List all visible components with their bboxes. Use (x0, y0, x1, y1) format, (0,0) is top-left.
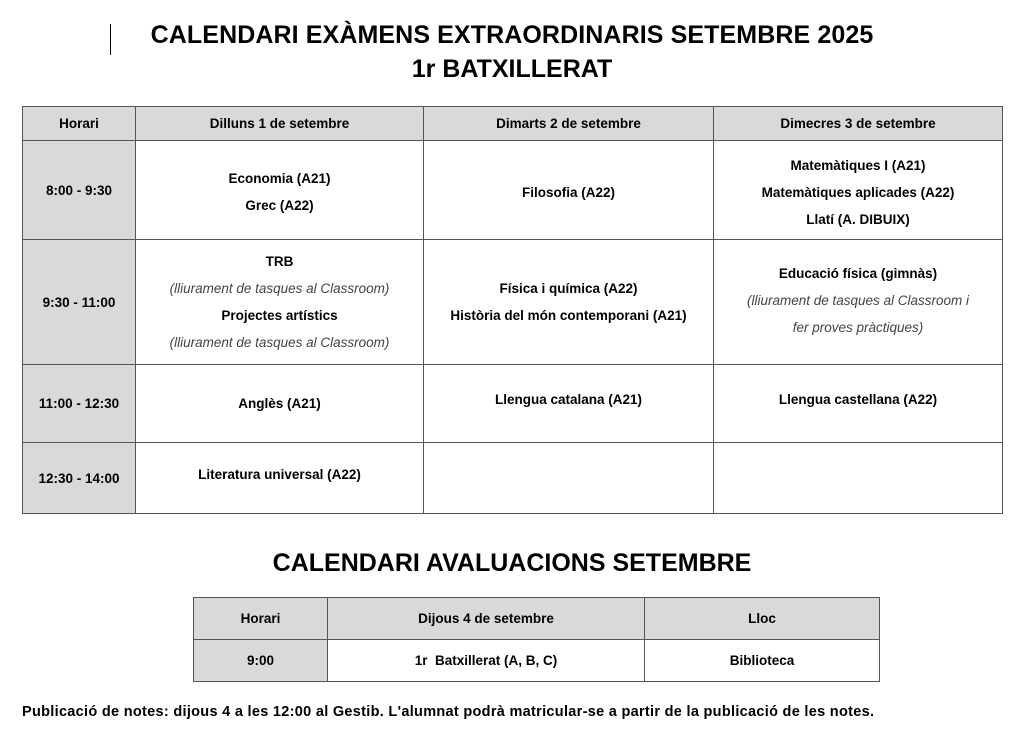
page-title: CALENDARI EXÀMENS EXTRAORDINARIS SETEMBRE 2025 (150, 21, 874, 49)
exam-cell-tuesday (424, 365, 714, 443)
evaluations-header-row (194, 598, 880, 640)
header-tuesday: Dimarts 2 de setembre (424, 107, 714, 141)
place-cell: Biblioteca (645, 640, 880, 682)
time-cell: 12:30 - 14:00 (23, 443, 136, 514)
header-thursday: Dijous 4 de setembre (328, 598, 645, 640)
header-horari: Horari (23, 107, 136, 141)
subject: Literatura universal (A22) (198, 467, 361, 482)
subject: TRB (265, 254, 294, 269)
subject: Física i química (A22) (499, 281, 638, 296)
subject-note: (lliurament de tasques al Classroom i (746, 292, 970, 308)
evaluations-table (193, 597, 880, 682)
exam-cell-tuesday (424, 141, 714, 240)
exam-cell-monday (136, 240, 424, 365)
time-cell: 9:30 - 11:00 (23, 240, 136, 365)
group-cell: 1r Batxillerat (A, B, C) (328, 640, 645, 682)
exams-table (22, 106, 1003, 514)
subject: Economia (A21) (228, 171, 331, 186)
exam-cell-wednesday (714, 141, 1003, 240)
subject-note: (lliurament de tasques al Classroom) (169, 281, 390, 296)
exam-cell-tuesday (424, 443, 714, 514)
subject-note: (lliurament de tasques al Classroom) (169, 335, 390, 350)
subject: Llatí (A. DIBUIX) (806, 211, 910, 227)
exam-cell-monday (136, 365, 424, 443)
header-monday: Dilluns 1 de setembre (136, 107, 424, 141)
exam-cell-wednesday (714, 240, 1003, 365)
exam-cell-monday (136, 443, 424, 514)
subject: Llengua castellana (A22) (778, 392, 938, 407)
table-row (23, 365, 1003, 443)
header-horari: Horari (194, 598, 328, 640)
subject: Grec (A22) (245, 198, 314, 213)
exam-cell-wednesday (714, 443, 1003, 514)
time-cell: 8:00 - 9:30 (23, 141, 136, 240)
table-row (23, 141, 1003, 240)
header-lloc: Lloc (645, 598, 880, 640)
subject: Filosofia (A22) (521, 184, 615, 200)
subject: Educació física (gimnàs) (778, 265, 938, 281)
table-row (23, 240, 1003, 365)
subject: Llengua catalana (A21) (494, 392, 643, 407)
subject-note: fer proves pràctiques) (792, 319, 924, 335)
footer-note: Publicació de notes: dijous 4 a les 12:00 al Gestib. L'alumnat podrà matricular-se a partir de la publicació de les notes. (22, 704, 875, 720)
table-row (23, 443, 1003, 514)
exam-cell-wednesday (714, 365, 1003, 443)
subject: Matemàtiques aplicades (A22) (761, 184, 955, 200)
header-wednesday: Dimecres 3 de setembre (714, 107, 1003, 141)
subject: Matemàtiques I (A21) (790, 157, 926, 173)
table-row (194, 640, 880, 682)
exam-cell-tuesday (424, 240, 714, 365)
evaluations-title: CALENDARI AVALUACIONS SETEMBRE (272, 549, 752, 577)
subject: Anglès (A21) (238, 396, 321, 411)
page-subtitle: 1r BATXILLERAT (411, 55, 613, 83)
subject: Història del món contemporani (A21) (450, 308, 687, 323)
exam-cell-monday (136, 141, 424, 240)
subject: Projectes artístics (221, 308, 338, 323)
time-cell: 11:00 - 12:30 (23, 365, 136, 443)
time-cell: 9:00 (194, 640, 328, 682)
exams-header-row (23, 107, 1003, 141)
